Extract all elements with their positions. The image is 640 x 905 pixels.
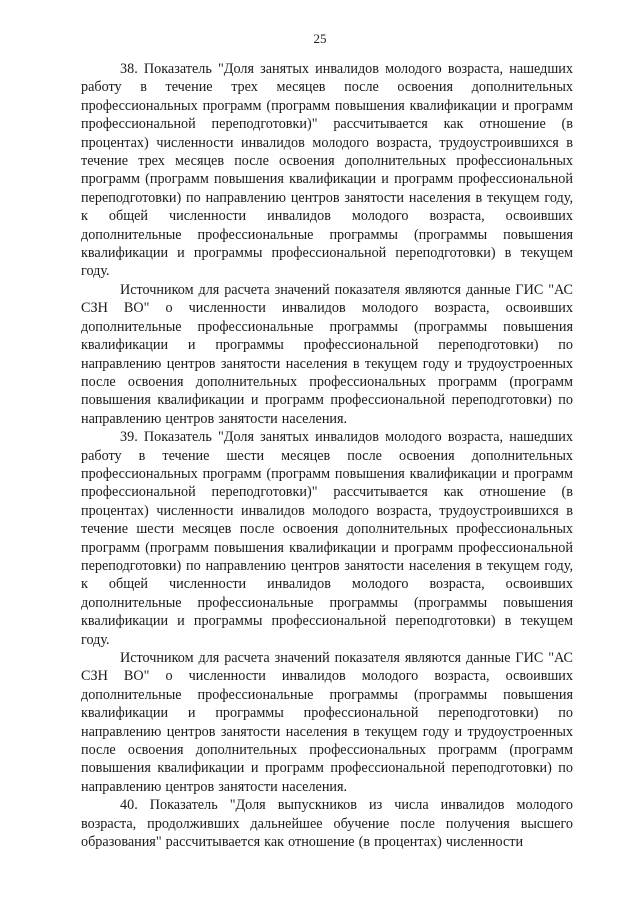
paragraph-38-source: Источником для расчета значений показателя являются данные ГИС "АС СЗН ВО" о численности инвалидов молодого возраста, освоивших дополнительные профессиональные программы (программы повышения квалификации и программы профессиональной переподготовки) по направлению центров занятости населения в текущем году и трудоустроенных после освоения дополнительных профессиональных программ (программ повышения квалификации и программ профессиональной переподготовки) по направлению центров занятости населения. <box>81 281 573 427</box>
paragraph-39: 39. Показатель "Доля занятых инвалидов молодого возраста, нашедших работу в течение шести месяцев после освоения дополнительных профессиональных программ (программ повышения квалификации и программ профессиональной переподготовки)" рассчитывается как отношение (в процентах) численности инвалидов молодого возраста, трудоустроившихся в течение шести месяцев после освоения дополнительных профессиональных программ (программ повышения квалификации и программ профессиональной переподготовки) по направлению центров занятости населения в текущем году, к общей численности инвалидов молодого возраста, освоивших дополнительные профессиональные программы (программы повышения квалификации и программы профессиональной переподготовки) в текущем году. <box>81 429 573 648</box>
document-body <box>81 60 573 851</box>
page-number: 25 <box>313 31 327 46</box>
paragraph-39-source: Источником для расчета значений показателя являются данные ГИС "АС СЗН ВО" о численности инвалидов молодого возраста, освоивших дополнительные профессиональные программы (программы повышения квалификации и программы профессиональной переподготовки) по направлению центров занятости населения в текущем году и трудоустроенных после освоения дополнительных профессиональных программ (программ повышения квалификации и программ профессиональной переподготовки) по направлению центров занятости населения. <box>81 650 573 795</box>
paragraph-38: 38. Показатель "Доля занятых инвалидов молодого возраста, нашедших работу в течение трех месяцев после освоения дополнительных профессиональных программ (программ повышения квалификации и программ профессиональной переподготовки)" рассчитывается как отношение (в процентах) численности инвалидов молодого возраста, трудоустроившихся в течение трех месяцев после освоения дополнительных профессиональных программ (программ повышения квалификации и программ профессиональной переподготовки) по направлению центров занятости населения в текущем году, к общей численности инвалидов молодого возраста, освоивших дополнительные профессиональные программы (программы повышения квалификации и программы профессиональной переподготовки) в текущем году. <box>81 61 573 280</box>
paragraph-40: 40. Показатель "Доля выпускников из числа инвалидов молодого возраста, продолживших дальнейшее обучение после получения высшего образования" рассчитывается как отношение (в процентах) численности <box>81 797 573 851</box>
